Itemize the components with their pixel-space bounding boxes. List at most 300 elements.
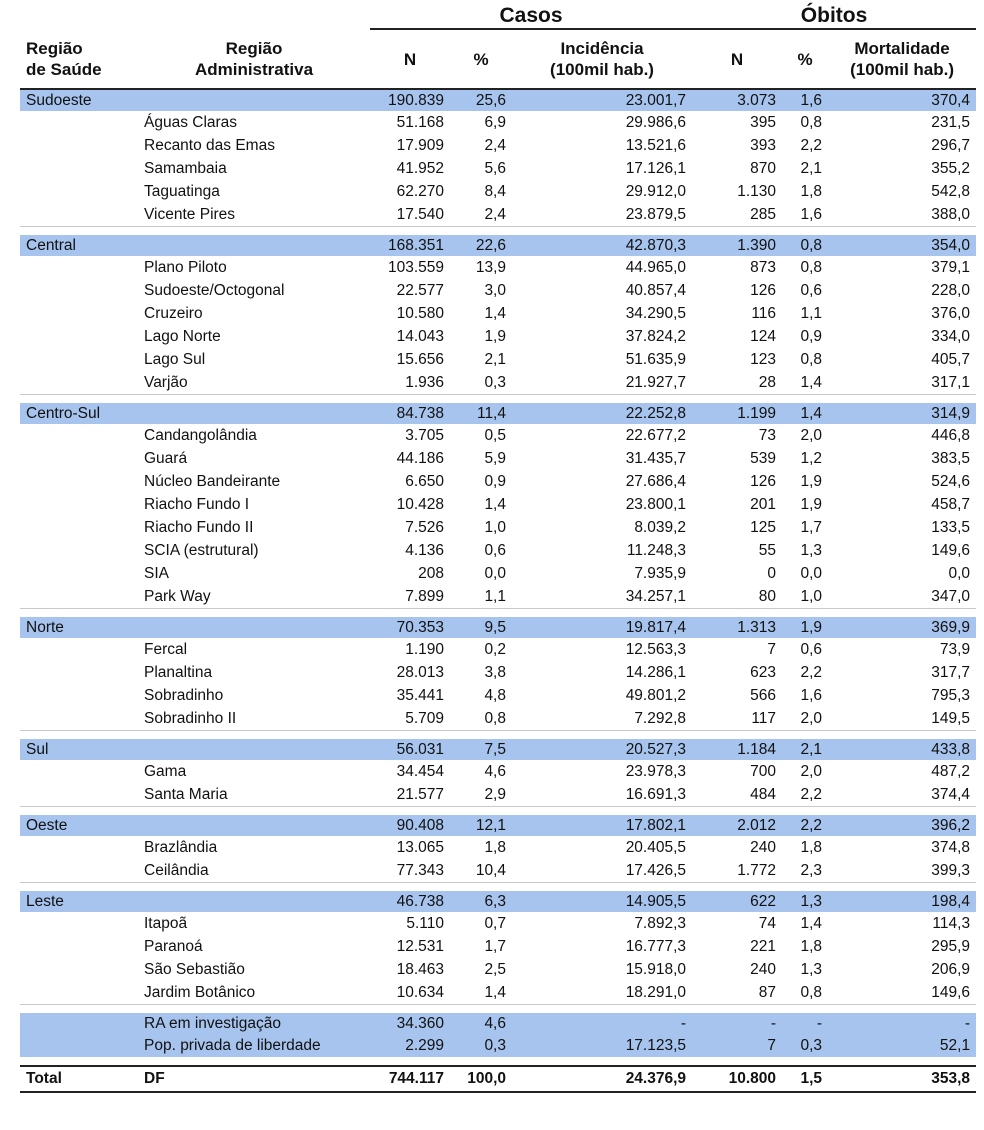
mortality-cell: 198,4: [828, 891, 976, 912]
incidence-cell: 44.965,0: [625, 258, 687, 276]
mortality-cell: 206,9: [931, 960, 971, 978]
casos-n-header: N: [370, 29, 450, 89]
admin-region-name: Fercal: [144, 640, 188, 658]
table-row: [20, 279, 976, 302]
admin-region-name: Pop. privada de liberdade: [138, 1035, 370, 1057]
health-region-cell: [20, 279, 138, 302]
mortality-cell: 314,9: [828, 403, 976, 424]
deaths-pct-cell: 1,0: [782, 585, 828, 609]
obitos-pct-header: %: [782, 29, 828, 89]
health-region-name: Oeste: [20, 815, 138, 836]
cases-pct-cell: 10,4: [450, 859, 512, 883]
cases-pct-cell: 2,4: [450, 203, 512, 227]
cases-n-cell: 12.531: [396, 937, 444, 955]
cases-n-cell: 5.709: [370, 707, 450, 731]
deaths-pct-cell: 2,2: [800, 136, 823, 154]
admin-region-name: Riacho Fundo II: [144, 518, 254, 536]
mortality-cell: 231,5: [931, 113, 971, 131]
deaths-pct-cell: 0,3: [782, 1035, 828, 1057]
table-body: [20, 89, 976, 1092]
health-region-cell: [20, 134, 138, 157]
health-region-cell: [20, 912, 138, 935]
incidence-cell: 27.686,4: [625, 472, 687, 490]
group-spacer: [20, 609, 976, 618]
region-summary-row: [20, 89, 976, 111]
cases-n-cell: 17.909: [396, 136, 444, 154]
incidence-cell: 20.527,3: [512, 739, 692, 760]
health-region-cell: [20, 256, 138, 279]
admin-region-name: Ceilândia: [138, 859, 370, 883]
deaths-pct-cell: 0,6: [800, 281, 823, 299]
deaths-n-cell: 870: [750, 159, 777, 177]
mortality-cell: 542,8: [931, 182, 971, 200]
mortality-cell: 228,0: [931, 281, 971, 299]
region-summary-row: [20, 891, 976, 912]
deaths-pct-cell: 1,4: [782, 371, 828, 395]
cases-n-cell: 34.360: [370, 1013, 450, 1035]
deaths-n-cell: 126: [750, 281, 777, 299]
incidence-cell: 18.291,0: [512, 981, 692, 1005]
deaths-n-cell: 700: [750, 762, 777, 780]
cases-pct-cell: 12,1: [450, 815, 512, 836]
admin-region-name: Recanto das Emas: [144, 136, 275, 154]
health-region-cell: [20, 539, 138, 562]
cases-n-cell: 7.899: [370, 585, 450, 609]
cases-n-cell: 18.463: [396, 960, 444, 978]
table-row: [20, 493, 976, 516]
table-row: [20, 302, 976, 325]
deaths-pct-cell: 0,8: [782, 235, 828, 256]
cases-pct-cell: 2,1: [484, 350, 506, 368]
health-region-cell: [20, 638, 138, 661]
deaths-n-cell: 87: [692, 981, 782, 1005]
deaths-pct-cell: 0,8: [800, 113, 823, 131]
cases-n-cell: 34.454: [396, 762, 444, 780]
admin-region-name: Lago Norte: [144, 327, 221, 345]
cases-deaths-table: [20, 0, 976, 1093]
admin-region-name: RA em investigação: [138, 1013, 370, 1035]
deaths-n-cell: 125: [750, 518, 777, 536]
health-region-cell: [20, 470, 138, 493]
cases-pct-cell: 6,9: [484, 113, 506, 131]
cases-pct-cell: 6,3: [450, 891, 512, 912]
admin-region-name: Itapoã: [144, 914, 188, 932]
health-region-cell: [20, 760, 138, 783]
deaths-pct-cell: 1,6: [782, 89, 828, 111]
mortality-cell: 524,6: [931, 472, 971, 490]
health-region-cell: [20, 111, 138, 134]
health-region-cell: [20, 302, 138, 325]
spacer-cell: [20, 731, 976, 740]
mortality-cell: 334,0: [931, 327, 971, 345]
deaths-pct-cell: 0,8: [800, 350, 823, 368]
mortality-cell: 487,2: [931, 762, 971, 780]
health-region-cell: [20, 783, 138, 807]
admin-region-name: Riacho Fundo I: [144, 495, 250, 513]
health-region-cell: [20, 661, 138, 684]
region-summary-row: [20, 403, 976, 424]
mortality-cell: 355,2: [931, 159, 971, 177]
cases-n-cell: 208: [418, 564, 444, 582]
cases-pct-cell: 1,4: [484, 304, 506, 322]
deaths-pct-cell: 1,9: [782, 617, 828, 638]
admin-region-name: Jardim Botânico: [138, 981, 370, 1005]
cases-n-cell: 168.351: [370, 235, 450, 256]
spacer-cell: [20, 609, 976, 618]
mortality-cell: 369,9: [828, 617, 976, 638]
incidence-cell: 23.978,3: [625, 762, 687, 780]
deaths-n-cell: 117: [692, 707, 782, 731]
deaths-pct-cell: 0,8: [782, 981, 828, 1005]
table-row: [20, 958, 976, 981]
table-row: [20, 684, 976, 707]
cases-pct-cell: 1,4: [484, 495, 506, 513]
cases-n-cell: 51.168: [396, 113, 444, 131]
cases-n-cell: 190.839: [370, 89, 450, 111]
table-row: [20, 447, 976, 470]
deaths-n-cell: 566: [750, 686, 777, 704]
mortality-cell: 149,5: [828, 707, 976, 731]
cases-pct-cell: 5,6: [484, 159, 506, 177]
incidence-cell: 23.001,7: [512, 89, 692, 111]
total-label: Total: [20, 1066, 138, 1092]
deaths-n-cell: 285: [692, 203, 782, 227]
incidence-cell: 17.123,5: [512, 1035, 692, 1057]
regiao-saude-header: Região de Saúde: [20, 29, 138, 89]
cases-n-cell: 77.343: [370, 859, 450, 883]
cases-pct-cell: 1,7: [484, 937, 506, 955]
admin-region-name: Gama: [144, 762, 187, 780]
mortality-cell: 295,9: [931, 937, 971, 955]
table-row: [20, 111, 976, 134]
admin-region-cell: [138, 89, 370, 111]
spacer-cell: [20, 807, 976, 816]
mortality-cell: 399,3: [828, 859, 976, 883]
table-row: [20, 134, 976, 157]
mortality-cell: 388,0: [828, 203, 976, 227]
deaths-n-cell: 3.073: [692, 89, 782, 111]
admin-region-name: Sobradinho: [144, 686, 224, 704]
cases-n-cell: 6.650: [405, 472, 444, 490]
mortality-cell: 73,9: [939, 640, 971, 658]
cases-n-cell: 3.705: [405, 426, 444, 444]
table-row: [20, 203, 976, 227]
mortality-cell: 317,7: [931, 663, 971, 681]
cases-pct-cell: 2,5: [484, 960, 506, 978]
admin-region-name: Candangolândia: [144, 426, 257, 444]
total-deaths-n-cell: 10.800: [692, 1066, 782, 1092]
table-row: [20, 859, 976, 883]
incidence-cell: 21.927,7: [512, 371, 692, 395]
mortality-cell: 795,3: [931, 686, 971, 704]
mortality-cell: 396,2: [828, 815, 976, 836]
admin-region-name: Sudoeste/Octogonal: [144, 281, 285, 299]
deaths-pct-cell: 1,3: [800, 541, 823, 559]
mortality-cell: 433,8: [828, 739, 976, 760]
cases-n-cell: 35.441: [396, 686, 444, 704]
mortality-cell: 52,1: [828, 1035, 976, 1057]
deaths-pct-cell: 1,4: [800, 914, 823, 932]
incidence-cell: 17.126,1: [625, 159, 687, 177]
deaths-pct-cell: 1,3: [800, 960, 823, 978]
deaths-pct-cell: 2,2: [782, 815, 828, 836]
deaths-pct-cell: 2,1: [800, 159, 823, 177]
mortality-cell: 446,8: [931, 426, 971, 444]
incidence-cell: 14.905,5: [512, 891, 692, 912]
cases-n-cell: 70.353: [370, 617, 450, 638]
admin-region-name: Plano Piloto: [144, 258, 227, 276]
cases-pct-cell: 0,5: [484, 426, 506, 444]
incidence-cell: 17.426,5: [512, 859, 692, 883]
incidence-cell: 7.292,8: [512, 707, 692, 731]
incidencia-header: Incidência (100mil hab.): [512, 29, 692, 89]
health-region-cell: [20, 859, 138, 883]
incidence-cell: 17.802,1: [512, 815, 692, 836]
mortality-cell: 317,1: [828, 371, 976, 395]
incidence-cell: 19.817,4: [512, 617, 692, 638]
table-row: [20, 539, 976, 562]
mortality-cell: 383,5: [931, 449, 971, 467]
mortality-cell: 133,5: [931, 518, 971, 536]
health-region-cell: [20, 203, 138, 227]
cases-n-cell: 84.738: [370, 403, 450, 424]
group-spacer: [20, 395, 976, 404]
health-region-cell: [20, 707, 138, 731]
total-deaths-pct-cell: 1,5: [782, 1066, 828, 1092]
cases-n-cell: 15.656: [396, 350, 444, 368]
health-region-cell: [20, 958, 138, 981]
health-region-cell: [20, 585, 138, 609]
mortality-cell: 374,8: [931, 838, 971, 856]
mortality-cell: 458,7: [931, 495, 971, 513]
cases-pct-cell: 1,9: [484, 327, 506, 345]
cases-pct-cell: 1,0: [484, 518, 506, 536]
cases-pct-cell: 0,2: [484, 640, 506, 658]
mortality-cell: 114,3: [932, 914, 971, 932]
incidence-cell: 34.257,1: [512, 585, 692, 609]
mortality-cell: 379,1: [931, 258, 971, 276]
health-region-cell: [20, 157, 138, 180]
cases-n-cell: 10.634: [370, 981, 450, 1005]
table-row: [20, 348, 976, 371]
incidence-cell: 29.986,6: [625, 113, 687, 131]
admin-region-cell: [138, 235, 370, 256]
table-row: [20, 912, 976, 935]
admin-region-name: Guará: [144, 449, 188, 467]
deaths-n-cell: 393: [750, 136, 777, 154]
deaths-pct-cell: 1,8: [800, 838, 823, 856]
deaths-pct-cell: 1,6: [800, 686, 823, 704]
spacer-cell: [20, 227, 976, 236]
admin-region-name: Sobradinho II: [138, 707, 370, 731]
special-row: [20, 1035, 976, 1057]
incidence-cell: 51.635,9: [625, 350, 687, 368]
mortality-cell: 0,0: [948, 564, 971, 582]
region-summary-row: [20, 235, 976, 256]
table-row: [20, 760, 976, 783]
table-row: [20, 661, 976, 684]
table-row: [20, 707, 976, 731]
spacer-cell: [20, 1057, 976, 1066]
table-row: [20, 180, 976, 203]
admin-region-cell: [138, 403, 370, 424]
cases-n-cell: 10.580: [396, 304, 444, 322]
health-region-cell: [20, 493, 138, 516]
cases-pct-cell: 11,4: [450, 403, 512, 424]
deaths-n-cell: 73: [758, 426, 777, 444]
cases-n-cell: 41.952: [396, 159, 444, 177]
deaths-n-cell: 240: [750, 960, 777, 978]
incidence-cell: 11.248,3: [626, 541, 687, 559]
deaths-pct-cell: 1,4: [782, 403, 828, 424]
incidence-cell: 22.252,8: [512, 403, 692, 424]
table-row: [20, 585, 976, 609]
deaths-pct-cell: 2,0: [800, 762, 823, 780]
cases-n-cell: 4.136: [405, 541, 444, 559]
obitos-n-header: N: [692, 29, 782, 89]
table-row: [20, 836, 976, 859]
health-region-cell: [20, 371, 138, 395]
cases-pct-cell: 0,3: [450, 1035, 512, 1057]
cases-pct-cell: 22,6: [450, 235, 512, 256]
group-spacer: [20, 227, 976, 236]
cases-pct-cell: 0,3: [450, 371, 512, 395]
deaths-n-cell: 1.199: [692, 403, 782, 424]
special-row: [20, 1013, 976, 1035]
admin-region-cell: [138, 617, 370, 638]
incidence-cell: 15.918,0: [625, 960, 687, 978]
group-spacer: [20, 1005, 976, 1014]
admin-region-name: São Sebastião: [144, 960, 245, 978]
incidence-cell: 16.777,3: [625, 937, 687, 955]
deaths-n-cell: 622: [692, 891, 782, 912]
health-region-name: Centro-Sul: [20, 403, 138, 424]
spacer-cell: [20, 1005, 976, 1014]
deaths-n-cell: 1.130: [737, 182, 777, 200]
mortality-cell: 347,0: [828, 585, 976, 609]
incidence-cell: 16.691,3: [512, 783, 692, 807]
incidence-cell: 29.912,0: [625, 182, 687, 200]
admin-region-name: SCIA (estrutural): [144, 541, 259, 559]
health-region-name: Sul: [20, 739, 138, 760]
obitos-group-header: Óbitos: [692, 0, 976, 29]
group-spacer: [20, 1057, 976, 1066]
incidence-cell: 23.879,5: [512, 203, 692, 227]
total-cases-pct-cell: 100,0: [450, 1066, 512, 1092]
mortality-cell: 354,0: [828, 235, 976, 256]
admin-region-name: Núcleo Bandeirante: [144, 472, 281, 490]
incidence-cell: 23.800,1: [625, 495, 687, 513]
cases-n-cell: 1.936: [370, 371, 450, 395]
admin-region-name: SIA: [144, 564, 169, 582]
table-row: [20, 562, 976, 585]
total-incidence-cell: 24.376,9: [512, 1066, 692, 1092]
regiao-administrativa-header: Região Administrativa: [138, 29, 370, 89]
deaths-n-cell: 126: [750, 472, 777, 490]
health-region-cell: [20, 447, 138, 470]
cases-n-cell: 10.428: [396, 495, 444, 513]
cases-n-cell: 28.013: [396, 663, 444, 681]
spacer-cell: [20, 395, 976, 404]
deaths-n-cell: 395: [750, 113, 777, 131]
incidence-cell: -: [512, 1013, 692, 1035]
incidence-cell: 22.677,2: [625, 426, 687, 444]
cases-pct-cell: 4,6: [450, 1013, 512, 1035]
deaths-pct-cell: 1,8: [800, 937, 823, 955]
mortality-cell: 149,6: [828, 981, 976, 1005]
table-row: [20, 783, 976, 807]
table-row: [20, 424, 976, 447]
admin-region-cell: [138, 891, 370, 912]
cases-n-cell: 13.065: [396, 838, 444, 856]
health-region-name: Sudoeste: [20, 89, 138, 111]
table-row: [20, 157, 976, 180]
table-row: [20, 325, 976, 348]
deaths-pct-cell: 1,2: [800, 449, 823, 467]
health-region-cell: [20, 1035, 138, 1057]
health-region-cell: [20, 981, 138, 1005]
group-spacer: [20, 883, 976, 892]
deaths-n-cell: 240: [750, 838, 777, 856]
deaths-pct-cell: 1,9: [800, 472, 823, 490]
health-region-cell: [20, 684, 138, 707]
mortality-cell: 370,4: [828, 89, 976, 111]
mortality-cell: 296,7: [931, 136, 971, 154]
cases-pct-cell: 4,8: [484, 686, 506, 704]
admin-region-name: Planaltina: [144, 663, 213, 681]
mortality-cell: 405,7: [931, 350, 971, 368]
deaths-pct-cell: 2,0: [800, 426, 823, 444]
admin-region-cell: [138, 739, 370, 760]
deaths-n-cell: 484: [692, 783, 782, 807]
cases-n-cell: 17.540: [370, 203, 450, 227]
admin-region-name: Vicente Pires: [138, 203, 370, 227]
deaths-pct-cell: 2,2: [782, 783, 828, 807]
table-row: [20, 256, 976, 279]
cases-pct-cell: 2,4: [484, 136, 506, 154]
deaths-pct-cell: 2,1: [782, 739, 828, 760]
deaths-n-cell: 116: [751, 304, 777, 322]
incidence-cell: 40.857,4: [625, 281, 687, 299]
deaths-pct-cell: 2,0: [782, 707, 828, 731]
table-row: [20, 981, 976, 1005]
mortality-cell: -: [828, 1013, 976, 1035]
health-region-cell: [20, 325, 138, 348]
admin-region-name: Santa Maria: [138, 783, 370, 807]
deaths-pct-cell: 0,6: [800, 640, 823, 658]
deaths-pct-cell: 1,1: [800, 304, 823, 322]
deaths-pct-cell: 2,3: [782, 859, 828, 883]
health-region-name: Norte: [20, 617, 138, 638]
health-region-cell: [20, 836, 138, 859]
cases-n-cell: 22.577: [396, 281, 444, 299]
cases-pct-cell: 5,9: [484, 449, 506, 467]
cases-pct-cell: 25,6: [450, 89, 512, 111]
total-cases-n-cell: 744.117: [370, 1066, 450, 1092]
admin-region-name: Lago Sul: [144, 350, 206, 368]
cases-pct-cell: 13,9: [475, 258, 506, 276]
deaths-n-cell: 221: [750, 937, 777, 955]
incidence-cell: 12.563,3: [625, 640, 687, 658]
cases-n-cell: 46.738: [370, 891, 450, 912]
total-row: [20, 1066, 976, 1092]
cases-pct-cell: 0,8: [450, 707, 512, 731]
admin-region-name: Park Way: [138, 585, 370, 609]
table-row: [20, 638, 976, 661]
total-mortality-cell: 353,8: [828, 1066, 976, 1092]
table-row: [20, 516, 976, 539]
cases-n-cell: 21.577: [370, 783, 450, 807]
